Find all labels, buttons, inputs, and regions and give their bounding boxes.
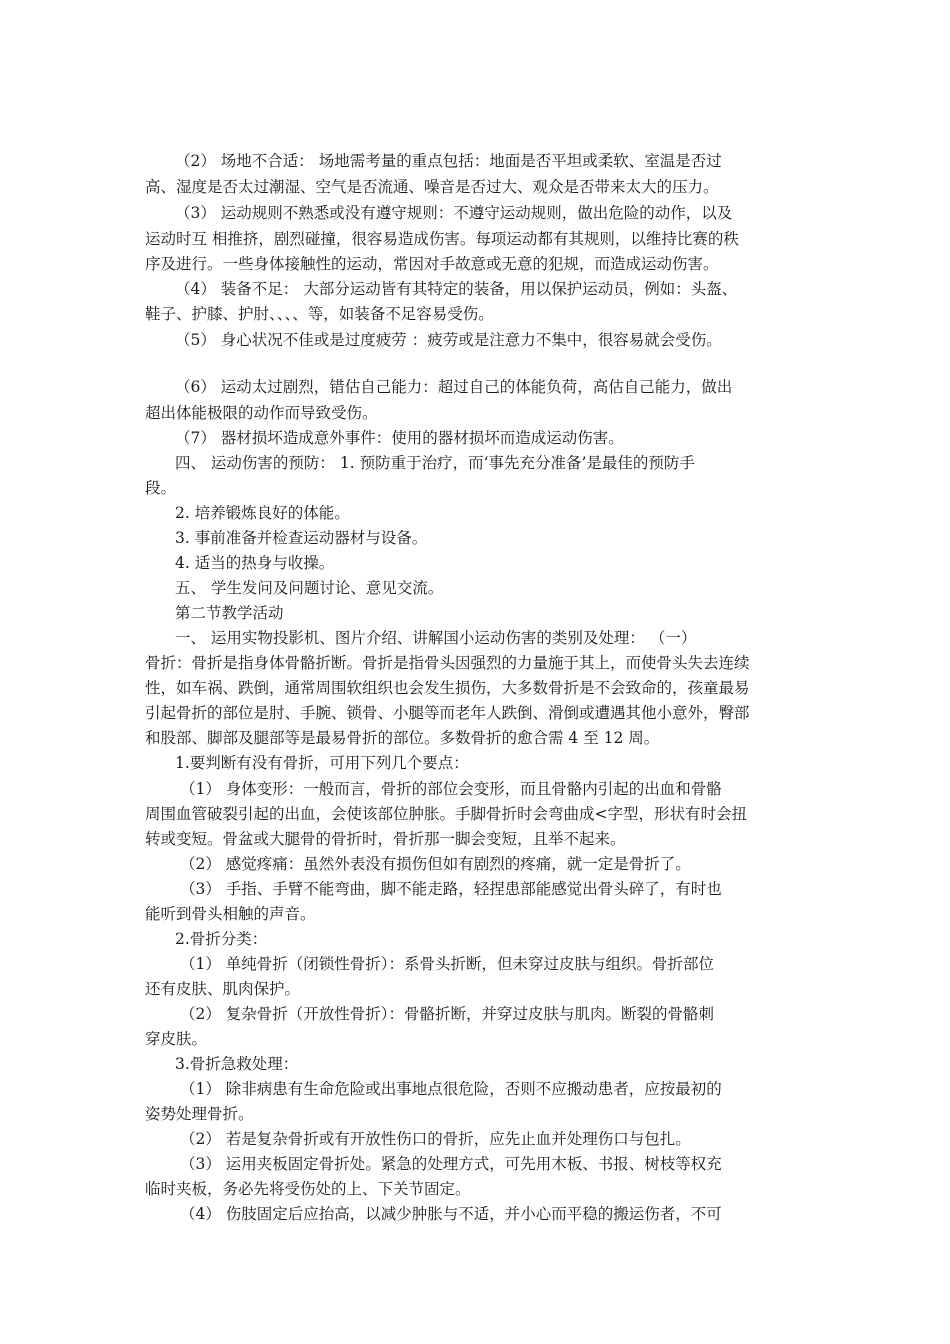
text-line: 段。 [145, 479, 177, 497]
text-line: （5） 身心状况不佳或是过度疲劳 ：疲劳或是注意力不集中，很容易就会受伤。 [175, 331, 722, 349]
text-line: （3） 运用夹板固定骨折处。紧急的处理方式，可先用木板、书报、树枝等权充 [180, 1155, 722, 1173]
text-line: 还有皮肤、肌肉保护。 [145, 980, 301, 998]
text-line: 穿皮肤。 [145, 1030, 208, 1048]
text-line: （2） 若是复杂骨折或有开放性伤口的骨折，应先止血并处理伤口与包扎。 [180, 1130, 691, 1148]
text-line: 和股部、脚部及腿部等是最易骨折的部位。多数骨折的愈合需 4 至 12 周。 [145, 729, 660, 747]
text-line: 高、湿度是否太过潮湿、空气是否流通、噪音是否过大、观众是否带来太大的压力。 [145, 178, 719, 196]
text-line: 1.要判断有没有骨折，可用下列几个要点： [175, 754, 469, 772]
text-line: 3.骨折急救处理： [175, 1055, 299, 1073]
text-line: 3. 事前准备并检查运动器材与设备。 [175, 529, 428, 547]
text-line: （7） 器材损坏造成意外事件：使用的器材损坏而造成运动伤害。 [175, 429, 624, 447]
text-line: 一、 运用实物投影机、图片介绍、讲解国小运动伤害的类别及处理： （一） [175, 629, 697, 647]
text-line: （2） 感觉疼痛：虽然外表没有损伤但如有剧烈的疼痛，就一定是骨折了。 [180, 855, 691, 873]
text-line: 骨折：骨折是指身体骨骼折断。骨折是指骨头因强烈的力量施于其上，而使骨头失去连续 [145, 654, 750, 672]
text-line: 临时夹板，务必先将受伤处的上、下关节固定。 [145, 1180, 471, 1198]
text-line: （6） 运动太过剧烈，错估自己能力：超过自己的体能负荷，高估自己能力，做出 [175, 378, 733, 396]
text-line: 序及进行。一些身体接触性的运动，常因对手故意或无意的犯规，而造成运动伤害。 [145, 255, 719, 273]
text-line: （1） 除非病患有生命危险或出事地点很危险，否则不应搬动患者，应按最初的 [180, 1080, 722, 1098]
text-line: 2. 培养锻炼良好的体能。 [175, 504, 350, 522]
text-line: （2） 场地不合适： 场地需考量的重点包括：地面是否平坦或柔软、室温是否过 [175, 152, 722, 170]
text-line: 性，如车祸、跌倒，通常周围软组织也会发生损伤，大多数骨折是不会致命的，孩童最易 [145, 679, 750, 697]
text-line: 超出体能极限的动作而导致受伤。 [145, 404, 378, 422]
text-line: 引起骨折的部位是肘、手腕、锁骨、小腿等而老年人跌倒、滑倒或遭遇其他小意外，臀部 [145, 704, 750, 722]
text-line: （1） 单纯骨折（闭锁性骨折）：系骨头折断，但未穿过皮肤与组织。骨折部位 [180, 955, 715, 973]
text-line: （3） 手指、手臂不能弯曲，脚不能走路，轻捏患部能感觉出骨头碎了，有时也 [180, 880, 722, 898]
text-line: （4） 装备不足： 大部分运动皆有其特定的装备，用以保护运动员，例如：头盔、 [175, 280, 738, 298]
text-line: 五、 学生发问及问题讨论、意见交流。 [175, 579, 444, 597]
section-heading: 第二节教学活动 [175, 604, 284, 622]
text-line: （3） 运动规则不熟悉或没有遵守规则：不遵守运动规则，做出危险的动作，以及 [175, 204, 733, 222]
text-line: 4. 适当的热身与收操。 [175, 554, 335, 572]
text-line: 2.骨折分类： [175, 930, 268, 948]
text-line: 能听到骨头相触的声音。 [145, 905, 316, 923]
text-line: 四、 运动伤害的预防： 1. 预防重于治疗，而‘事先充分准备’是最佳的预防手 [175, 454, 695, 472]
text-line: 周围血管破裂引起的出血，会使该部位肿胀。手脚骨折时会弯曲成<字型，形状有时会扭 [145, 805, 747, 823]
text-line: 姿势处理骨折。 [145, 1105, 254, 1123]
text-line: （2） 复杂骨折（开放性骨折）：骨骼折断，并穿过皮肤与肌肉。断裂的骨骼刺 [180, 1005, 715, 1023]
text-line: （4） 伤肢固定后应抬高，以减少肿胀与不适，并小心而平稳的搬运伤者，不可 [180, 1205, 722, 1223]
text-line: （1） 身体变形：一般而言，骨折的部位会变形，而且骨骼内引起的出血和骨骼 [180, 780, 722, 798]
text-line: 运动时互 相推挤，剧烈碰撞，很容易造成伤害。每项运动都有其规则，以维持比赛的秩 [145, 230, 739, 248]
text-line: 转或变短。骨盆或大腿骨的骨折时，骨折那一脚会变短，且举不起来。 [145, 830, 626, 848]
text-line: 鞋子、护膝、护肘、、、、等，如装备不足容易受伤。 [145, 305, 494, 323]
